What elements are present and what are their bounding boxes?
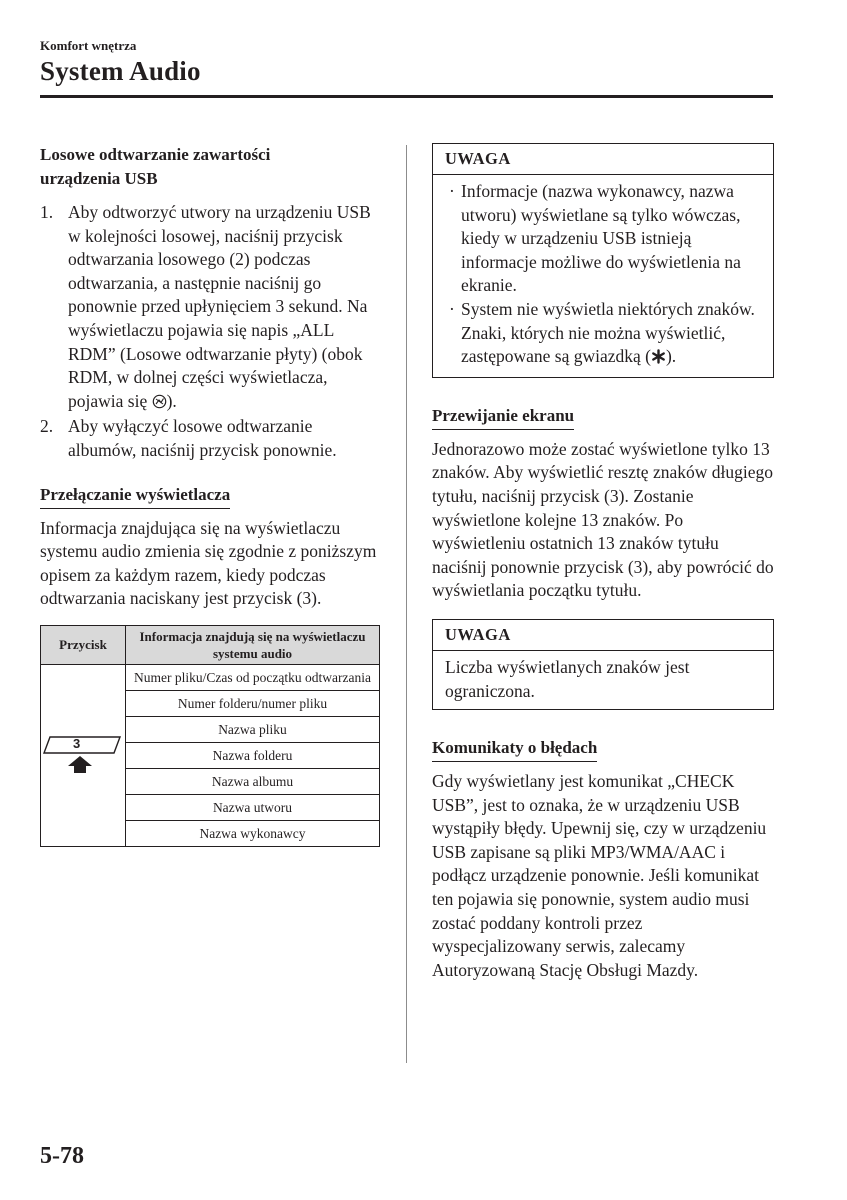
scroll-section xyxy=(432,404,774,603)
button-cell xyxy=(41,664,126,846)
table-cell: Nazwa pliku xyxy=(126,716,380,742)
column-divider xyxy=(406,145,407,1063)
table-row xyxy=(41,664,380,690)
step-number: 2. xyxy=(40,416,54,437)
table-header-info: Informacja znajdują się na wyświetlaczu systemu audio xyxy=(126,625,380,664)
random-heading-line2: urządzenia USB xyxy=(40,169,158,188)
button-3-icon xyxy=(42,733,124,777)
table-cell: Numer folderu/numer pliku xyxy=(126,690,380,716)
display-section xyxy=(40,483,382,611)
step-item xyxy=(40,201,382,415)
random-heading-line1: Losowe odtwarzanie zawartości xyxy=(40,145,271,164)
asterisk-icon xyxy=(651,347,666,371)
note-bullet-tail: ). xyxy=(665,346,677,367)
note-box xyxy=(432,619,774,710)
table-header-button: Przycisk xyxy=(41,625,126,664)
right-column xyxy=(432,143,774,982)
table-header-row xyxy=(41,625,380,664)
errors-section xyxy=(432,736,774,982)
step-text: Aby wyłączyć losowe odtwarzanie albumów, naciśnij przycisk ponownie. xyxy=(68,416,337,460)
table-cell: Nazwa folderu xyxy=(126,742,380,768)
step-item xyxy=(40,415,382,462)
note-title: UWAGA xyxy=(433,620,773,651)
errors-paragraph: Gdy wyświetlany jest komunikat „CHECK USB”, jest to oznaka, że w urządzeniu USB wystąpiły błędy. Upewnij się, czy w urządzeniu USB zapisane są pliki MP3/WMA/AAC i podłącz urządzenie ponownie. Jeśli komunikat ten pojawia się ponownie, system audio musi zostać poddany kontroli przez wyspecjalizowany serwis, zalecamy Autoryzowaną Stację Obsługi Mazdy. xyxy=(432,771,767,980)
errors-heading: Komunikaty o błędach xyxy=(432,736,597,762)
random-heading xyxy=(40,143,382,191)
note-body xyxy=(433,175,773,377)
random-symbol-icon xyxy=(152,392,167,416)
display-info-table xyxy=(40,625,380,847)
left-column xyxy=(40,143,382,847)
note-text: Liczba wyświetlanych znaków jest ograniczona. xyxy=(445,656,690,701)
note-bullet xyxy=(445,298,761,371)
page-title: System Audio xyxy=(40,56,201,86)
table-cell: Numer pliku/Czas od początku odtwarzania xyxy=(126,664,380,690)
bullet-dot: · xyxy=(449,181,455,201)
step-text: Aby odtworzyć utwory na urządzeniu USB w kolejności losowej, naciśnij przycisk odtwarzania losowego (2) podczas odtwarzania, a następnie naciśnij go ponownie przed upłynięciem 3 sekund. Na wyświetlaczu pojawia się napis „ALL RDM” (Losowe odtwarzanie płyty) (obok RDM, w dolnej części wyświetlacza, pojawia się xyxy=(68,202,371,411)
table-cell: Nazwa albumu xyxy=(126,768,380,794)
scroll-heading: Przewijanie ekranu xyxy=(432,404,574,430)
note-bullet-text: System nie wyświetla niektórych znaków. Znaki, których nie można wyświetlić, zastępowane są gwiazdką ( xyxy=(461,298,755,367)
table-cell: Nazwa utworu xyxy=(126,794,380,820)
display-heading: Przełączanie wyświetlacza xyxy=(40,483,230,509)
bullet-dot: · xyxy=(449,298,455,319)
button-3-label: 3 xyxy=(73,736,81,752)
note-bullet-text: Informacje (nazwa wykonawcy, nazwa utworu) wyświetlane są tylko wówczas, kiedy w urządzeniu USB istnieją informacje możliwe do wyświetlenia na ekranie. xyxy=(461,181,741,296)
note-box xyxy=(432,143,774,378)
random-steps xyxy=(40,201,382,463)
display-paragraph: Informacja znajdująca się na wyświetlaczu systemu audio zmienia się zgodnie z poniższym opisem za każdym razem, kiedy podczas odtwarzania naciskany jest przycisk (3). xyxy=(40,517,377,609)
step-text-tail: ). xyxy=(166,390,177,411)
note-title: UWAGA xyxy=(433,144,773,175)
header-rule xyxy=(40,95,773,98)
section-label: Komfort wnętrza xyxy=(40,38,137,53)
note-bullet xyxy=(445,180,761,298)
scroll-paragraph: Jednorazowo może zostać wyświetlone tylko 13 znaków. Aby wyświetlić resztę znaków długiego tytułu, naciśnij przycisk (3). Zostanie wyświetlone kolejne 13 znaków. Po wyświetleniu ostatnich 13 znaków tytułu naciśnij ponownie przycisk (3), aby powrócić do wyświetlania początku tytułu. xyxy=(432,438,774,601)
table-cell: Nazwa wykonawcy xyxy=(126,820,380,846)
page-number: 5-78 xyxy=(40,1143,84,1169)
step-number: 1. xyxy=(40,202,54,222)
